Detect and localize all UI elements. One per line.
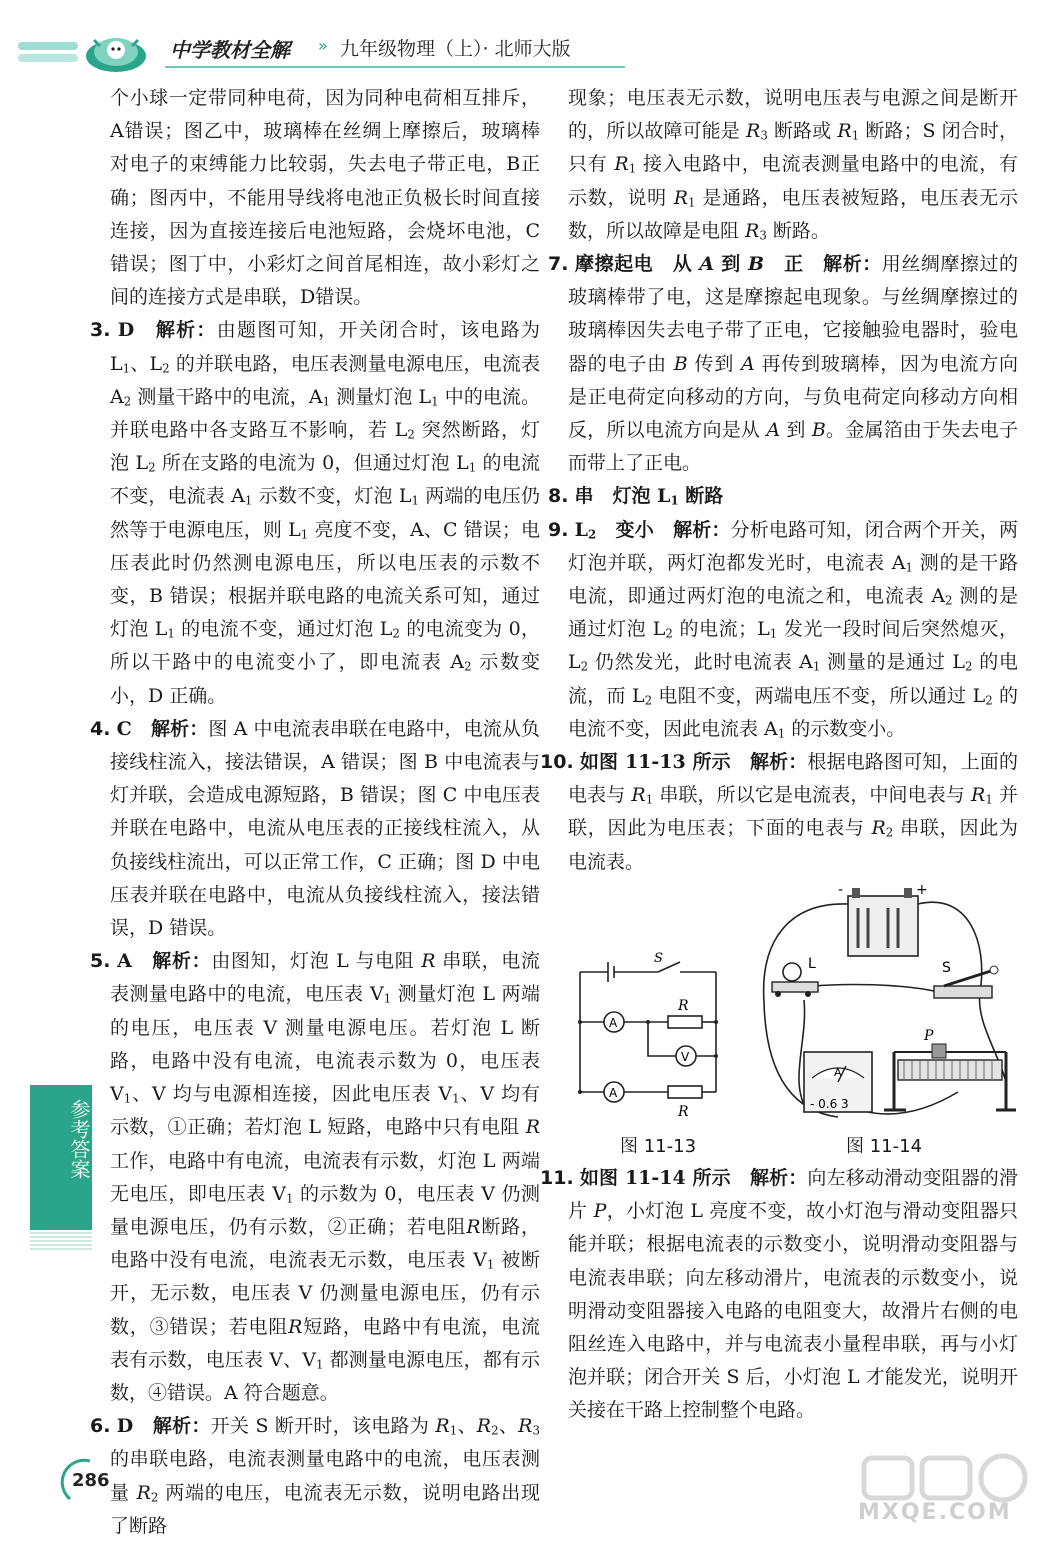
book-title: 中学教材全解 [170, 38, 290, 62]
circuit-diagram-11-13 [568, 942, 728, 1122]
right-column-bottom [540, 1162, 1018, 1428]
lamp-label: L [808, 956, 816, 972]
answer-5: 5. A 解析：由图知，灯泡 L 与电阻 R 串联，电流表测量电路中的电流，电压表 $V_1$ 测量灯泡 L 两端的电压，电压表 V 测量电源电压。若灯泡 L 断路，电路中没有电流，电流表示数为 0，电压表 $V_1$、V 均与电源相连接，因此电压表 $V_1$、V 均有示数，①正确；若灯泡 L 短路，电路中只有电阻 R 工作，电路中有电流，电流表有示数，灯泡 L 两端无电压，即电压表 $V_1$ 的示数为 0，电压表 V 仍测量电源电压，仍有示数，②正确；若电阻R断路，电路中没有电流，电流表无示数，电压表 $V_1$ 被断开，无示数，电压表 V 仍测量电源电压，仍有示数，③错误；若电阻R短路，电路中有电流，电流表有示数，电压表 V、$V_1$ 都测量电源电压，都有示数，④错误。A 符合题意。 [90, 950, 541, 1404]
rheostat-p-label: P [924, 1028, 934, 1044]
answer-6-continued: 现象；电压表无示数，说明电压表与电源之间是断开的，所以故障可能是 $R_3$ 断路或 $R_1$ 断路；S 闭合时，只有 $R_1$ 接入电路中，电流表测量电路中的电流，有示数，说明 $R_1$ 是通路，电压表被短路，电压表无示数，所以故障是电阻 $R_3$ 断路。 [568, 87, 1018, 243]
figure-11-14-caption: 图 11-14 [846, 1136, 923, 1157]
answer-8: 8. 串 灯泡 $L_1$ 断路 [548, 485, 724, 508]
answer-3: 3. D 解析：由题图可知，开关闭合时，该电路为 $L_1$、$L_2$ 的并联电路，电压表测量电源电压，电流表 $A_2$ 测量干路中的电流，$A_1$ 测量灯泡 $L_1$ 中的电流。并联电路中各支路互不影响，若 $L_2$ 突然断路，灯泡 $L_2$ 所在支路的电流为 0，但通过灯泡 $L_1$ 的电流不变，电流表 $A_1$ 示数不变，灯泡 $L_1$ 两端的电压仍然等于电源电压，则 $L_1$ 亮度不变，A、C 错误；电压表此时仍然测电源电压，所以电压表的示数不变，B 错误；根据并联电路的电流关系可知，通过灯泡 $L_1$ 的电流不变，通过灯泡 $L_2$ 的电流变为 0，所以干路中的电流变小了，即电流表 $A_2$ 示数变小，D 正确。 [90, 319, 541, 707]
side-tab-label: 参考答案 [67, 1099, 91, 1179]
book-subtitle: 九年级物理（上）· 北师大版 [340, 38, 571, 60]
switch-label: S [654, 951, 663, 966]
battery-minus-label: - [838, 882, 844, 898]
ammeter-scale-label: - 0.6 3 [810, 1097, 849, 1111]
answer-2-continued: 个小球一定带同种电荷，因为同种电荷相互排斥，A错误；图乙中，玻璃棒在丝绸上摩擦后，玻璃棒对电子的束缚能力比较弱，失去电子带正电，B正确；图丙中，不能用导线将电池正负极长时间直接连接，因为直接连接后电池短路，会烧坏电池，C错误；图丁中，小彩灯之间首尾相连，故小彩灯之间的连接方式是串联，D错误。 [110, 87, 540, 309]
r2-label: R [678, 1104, 689, 1120]
answer-7: 7. 摩擦起电 从 A 到 B 正 解析：用丝绸摩擦过的玻璃棒带了电，这是摩擦起电现象。与丝绸摩擦过的玻璃棒因失去电子带了正电，它接触验电器时，验电器的电子由 B 传到 A 再传到玻璃棒，因为电流方向是正电荷定向移动的方向，与负电荷定向移动方向相反，所以电流方向是从 A 到 B。金属箔由于失去电子而带上了正电。 [548, 253, 1018, 475]
battery-plus-label: + [916, 882, 928, 898]
answer-6: 6. D 解析：开关 S 断开时，该电路为 $R_1$、$R_2$、$R_3$ 的串联电路，电流表测量电路中的电流，电压表测量 $R_2$ 两端的电压，电流表无示数，说明电路出现了断路 [90, 1415, 540, 1537]
battery-icon [848, 888, 918, 956]
voltmeter-label: V [681, 1050, 690, 1064]
physical-circuit-11-14 [748, 882, 1018, 1127]
watermark-text: MXQE.COM [858, 1500, 1012, 1525]
header-separator: » [318, 36, 328, 55]
page-header [0, 30, 1047, 80]
side-tab-tail [30, 1232, 92, 1250]
ammeter-a2-label: A [609, 1086, 618, 1100]
figure-11-13-caption: 图 11-13 [620, 1136, 697, 1157]
switch-label-14: S [942, 960, 951, 976]
figures-area [568, 882, 1018, 1162]
page-number: 286 [72, 1470, 110, 1491]
side-tab [30, 1085, 92, 1230]
r1-label: R [678, 998, 689, 1014]
header-underline [165, 66, 625, 68]
ammeter-a1-label: A [609, 1016, 618, 1030]
answer-9: 9. $L_2$ 变小 解析：分析电路可知，闭合两个开关，两灯泡并联，两灯泡都发光时，电流表 $A_1$ 测的是干路电流，即通过两灯泡的电流之和，电流表 $A_2$ 测的是通过灯泡 $L_2$ 的电流；$L_1$ 发光一段时间后突然熄灭，$L_2$ 仍然发光，此时电流表 $A_1$ 测量的是通过 $L_2$ 的电流，而 $L_2$ 电阻不变，两端电压不变，所以通过 $L_2$ 的电流不变，因此电流表 $A_1$ 的示数变小。 [548, 518, 1019, 741]
answer-10: 10. 如图 11-13 所示 解析：根据电路图可知，上面的电表与 $R_1$ 串联，所以它是电流表，中间电表与 $R_1$ 并联，因此为电压表；下面的电表与 $R_2$ 串联，因此为电流表。 [540, 751, 1018, 873]
book-logo-icon [80, 30, 152, 74]
header-stripe [18, 42, 78, 50]
answer-11: 11. 如图 11-14 所示 解析：向左移动滑动变阻器的滑片 P，小灯泡 L 亮度不变，故小灯泡与滑动变阻器只能并联；根据电流表的示数变小，说明滑动变阻器与电流表串联；向左移动滑片，电流表的示数变小，说明滑动变阻器接入电路的电阻变大，故滑片右侧的电阻丝连入电路中，并与电流表小量程串联，再与小灯泡并联；闭合开关 S 后，小灯泡 L 才能发光，说明开关接在干路上控制整个电路。 [540, 1167, 1018, 1422]
right-column [540, 82, 1019, 879]
answer-4: 4. C 解析：图 A 中电流表串联在电路中，电流从负接线柱流入，接法错误，A 错误；图 B 中电流表与灯并联，会造成电源短路，B 错误；图 C 中电压表并联在电路中，电流从电压表的正接线柱流入，从负接线柱流出，可以正常工作，C 正确；图 D 中电压表并联在电路中，电流从负接线柱流入，接法错误，D 错误。 [90, 717, 540, 940]
ammeter-face-label: A [834, 1066, 842, 1079]
header-stripe [18, 54, 78, 62]
